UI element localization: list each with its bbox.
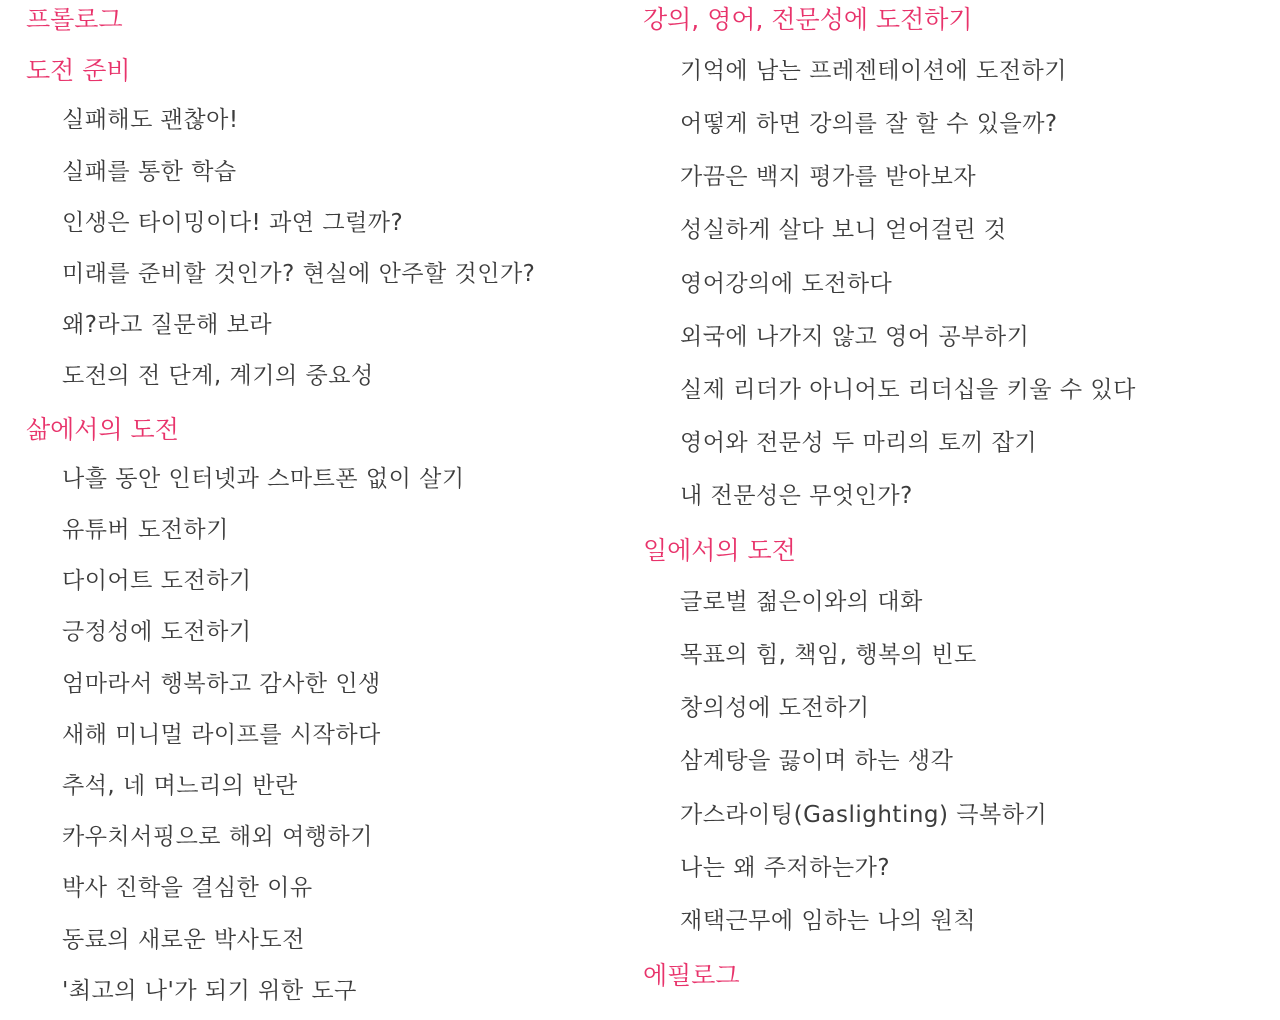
- toc-entry[interactable]: 성실하게 살다 보니 얻어걸린 것: [680, 217, 1007, 244]
- toc-entry[interactable]: 실제 리더가 아니어도 리더십을 키울 수 있다: [680, 376, 1136, 403]
- toc-entry[interactable]: 가끔은 백지 평가를 받아보자: [680, 164, 977, 191]
- toc-entry[interactable]: 기억에 남는 프레젠테이션에 도전하기: [680, 58, 1067, 85]
- toc-entry[interactable]: 글로벌 젊은이와의 대화: [680, 589, 923, 616]
- section-heading[interactable]: 프롤로그: [26, 5, 123, 34]
- toc-entry[interactable]: 새해 미니멀 라이프를 시작하다: [62, 721, 381, 748]
- toc-entry[interactable]: 인생은 타이밍이다! 과연 그럴까?: [62, 209, 404, 236]
- section-heading[interactable]: 삶에서의 도전: [26, 414, 179, 444]
- section-heading[interactable]: 강의, 영어, 전문성에 도전하기: [643, 5, 973, 34]
- toc-entry[interactable]: 카우치서핑으로 해외 여행하기: [62, 824, 373, 851]
- toc-entry[interactable]: 나는 왜 주저하는가?: [680, 854, 891, 881]
- toc-entry[interactable]: 영어와 전문성 두 마리의 토끼 잡기: [680, 429, 1038, 456]
- toc-entry[interactable]: 어떻게 하면 강의를 잘 할 수 있을까?: [680, 111, 1058, 138]
- toc-entry[interactable]: 유튜버 도전하기: [62, 517, 229, 543]
- toc-entry[interactable]: 영어강의에 도전하다: [680, 270, 893, 297]
- toc-entry[interactable]: 가스라이팅(Gaslighting) 극복하기: [680, 801, 1048, 828]
- toc-entry[interactable]: 외국에 나가지 않고 영어 공부하기: [680, 323, 1030, 350]
- toc-entry[interactable]: 긍정성에 도전하기: [62, 619, 252, 646]
- toc-entry[interactable]: 실패를 통한 학습: [62, 158, 237, 185]
- toc-entry[interactable]: 실패해도 괜찮아!: [62, 107, 239, 134]
- toc-entry[interactable]: 엄마라서 행복하고 감사한 인생: [62, 670, 381, 697]
- toc-entry[interactable]: 미래를 준비할 것인가? 현실에 안주할 것인가?: [62, 261, 536, 287]
- toc-entry[interactable]: 박사 진학을 결심한 이유: [62, 875, 313, 902]
- toc-entry[interactable]: 다이어트 도전하기: [62, 568, 252, 595]
- toc-entry[interactable]: 재택근무에 임하는 나의 원칙: [680, 907, 977, 934]
- toc-entry[interactable]: 창의성에 도전하기: [680, 695, 870, 722]
- toc-entry[interactable]: 삼계탕을 끓이며 하는 생각: [680, 748, 954, 775]
- toc-entry[interactable]: '최고의 나'가 되기 위한 도구: [62, 977, 357, 1004]
- toc-entry[interactable]: 동료의 새로운 박사도전: [62, 926, 305, 953]
- toc-entry[interactable]: 나흘 동안 인터넷과 스마트폰 없이 살기: [62, 465, 465, 492]
- toc-entry[interactable]: 도전의 전 단계, 계기의 중요성: [62, 363, 374, 390]
- section-heading[interactable]: 도전 준비: [26, 56, 131, 86]
- section-heading[interactable]: 일에서의 도전: [643, 536, 796, 565]
- toc-entry[interactable]: 추석, 네 며느리의 반란: [62, 773, 298, 799]
- section-heading[interactable]: 에필로그: [643, 960, 740, 990]
- toc-entry[interactable]: 왜?라고 질문해 보라: [62, 312, 273, 339]
- toc-entry[interactable]: 내 전문성은 무엇인가?: [680, 482, 913, 509]
- toc-entry[interactable]: 목표의 힘, 책임, 행복의 빈도: [680, 642, 977, 669]
